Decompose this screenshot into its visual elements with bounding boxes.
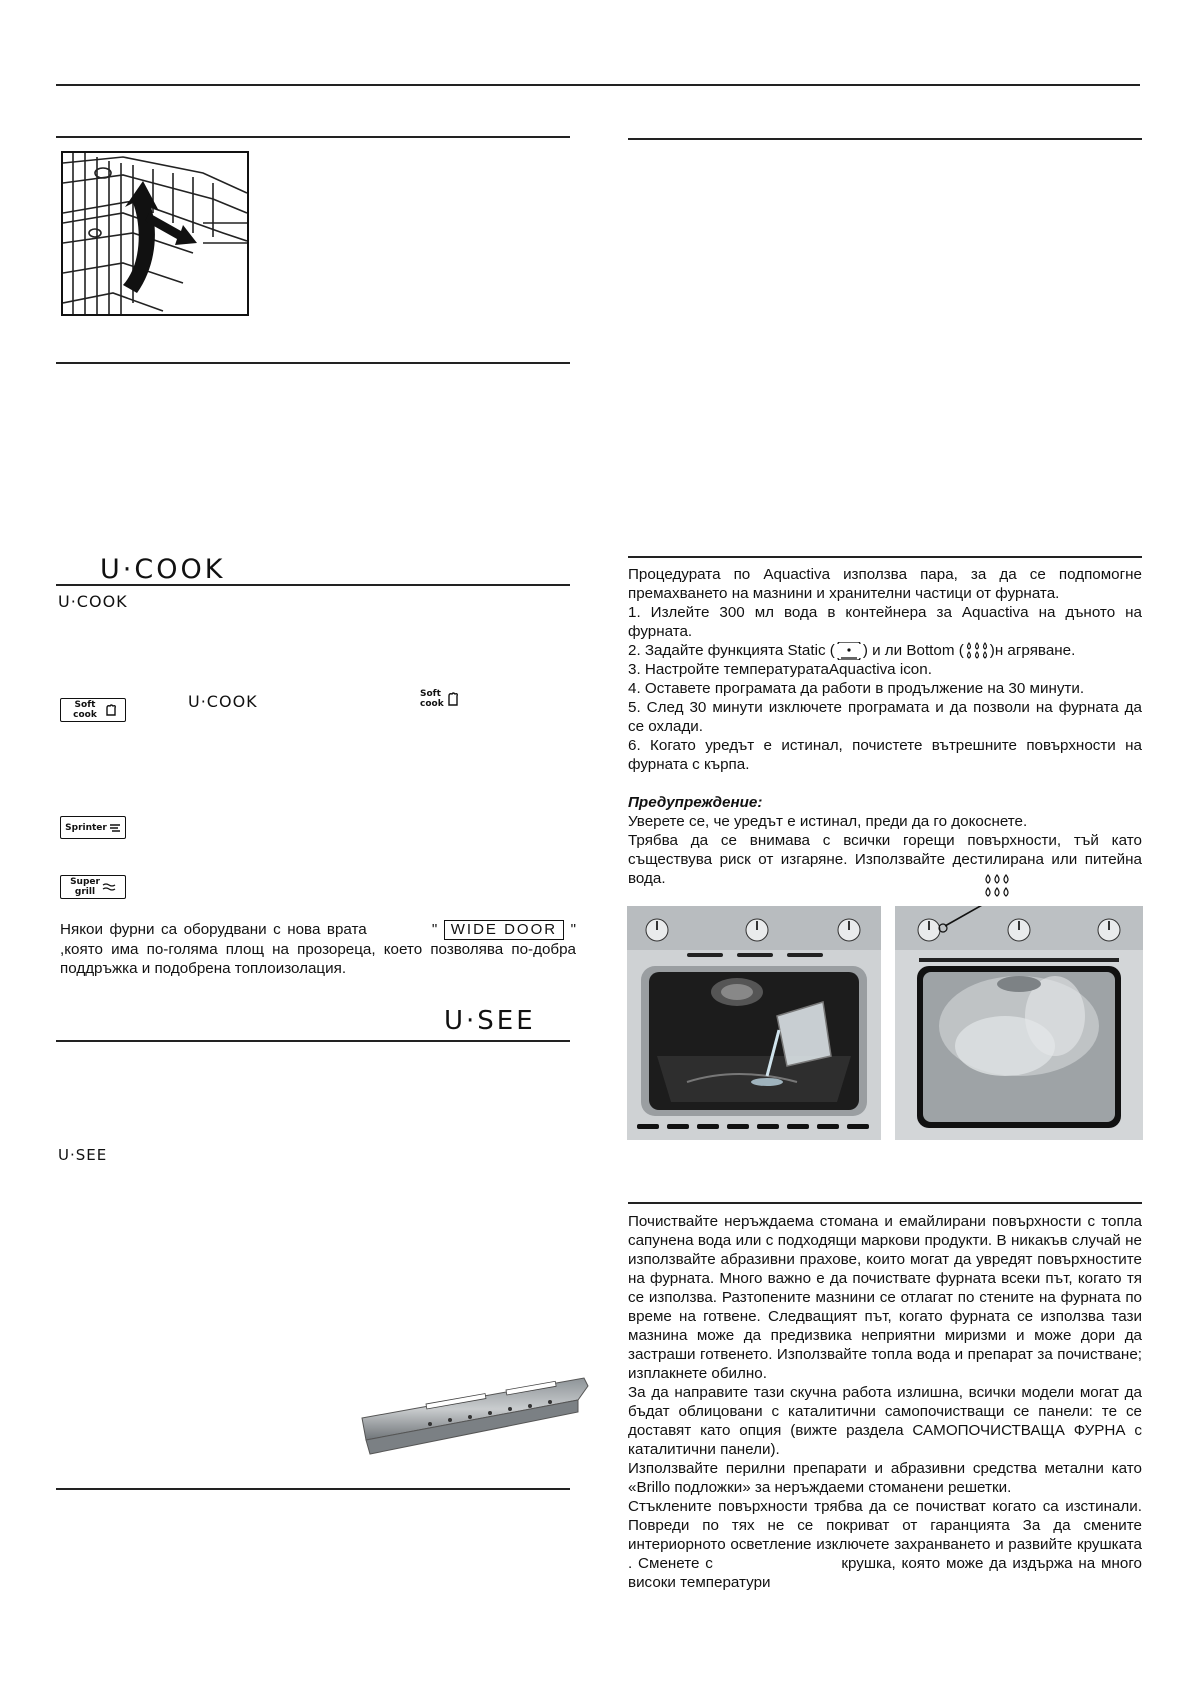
soft-cook-icon: Soft cook (60, 698, 126, 722)
right-section-rule-3 (628, 1202, 1142, 1204)
aquactiva-step-5: 5. След 30 минути изключете програмата и да позволи на фурната да се охлади. (628, 699, 1142, 735)
warning-title: Предупреждение: (628, 794, 763, 811)
aquactiva-intro: Процедурата по Aquactiva използва пара, за да се подпомогне премахването на мазнини и хранителни частици от фурната. (628, 566, 1142, 602)
left-bottom-rule (56, 1488, 570, 1490)
oven-steam-illustration (895, 906, 1143, 1140)
aquactiva-step-4: 4. Оставете програмата да работи в продължение на 30 минути. (628, 680, 1085, 697)
sprinter-icon: Sprinter (60, 816, 126, 839)
usee-logo-small: U·SEE (58, 1146, 108, 1164)
soft-cook-inline-icon: Soft cook (420, 688, 468, 710)
top-rule (56, 84, 1140, 86)
left-section-rule-1 (56, 136, 570, 138)
aquactiva-step-2: 2. Задайте функцията Static ( ) и ли Bottom ( )н агряване. (628, 642, 1076, 659)
static-heating-icon (836, 642, 862, 660)
wide-door-text-before: Някои фурни са оборудвани с нова врата (60, 921, 367, 938)
steel-deflector-illustration (356, 1360, 592, 1456)
right-section-rule-2 (628, 556, 1142, 558)
usee-rule (56, 1040, 570, 1042)
cleaning-paragraph-1: Почиствайте неръждаема стомана и емайлирани повърхности с топла сапунена вода или с подходящи маркови продукти. В никакъв случай не използвайте абразивни прахове, които могат да увредят повърхностите на фурната. Много важно е да почиствате фурната всеки път, когато тя се използва. Разтопените мазнини се отлагат по стените на фурната по време на готвене. Следващият път, когато фурната се използва тази мазнина може да предизвика неприятни миризми и може дори да застраши готвенето. Използвайте топла вода и препарат за почистване; изплакнете обилно. (628, 1213, 1142, 1382)
super-grill-icon: Super grill (60, 875, 126, 899)
aquactiva-drops-callout-icon (982, 874, 1012, 900)
ucook-logo-inline: U·COOK (188, 692, 258, 711)
left-section-rule-2 (56, 362, 570, 364)
usee-logo-large: U·SEE (444, 1006, 536, 1036)
warning-line-1: Уверете се, че уредът е истинал, преди да го докоснете. (628, 813, 1028, 830)
oven-pouring-water-illustration (627, 906, 881, 1140)
wide-door-text-after: ,която има по-голяма площ на прозореца, което позволява по-добра поддръжка и подобрена топлоизолация. (60, 941, 576, 977)
shelf-rack-drawing (63, 153, 247, 314)
aquactiva-section (628, 565, 1142, 888)
wide-door-label: WIDE DOOR (444, 920, 564, 940)
aquactiva-step-1: 1. Излейте 300 мл вода в контейнера за Aquactiva на дъното на фурната. (628, 604, 1142, 640)
right-section-rule-1 (628, 138, 1142, 140)
shelf-removal-illustration (61, 151, 249, 316)
ucook-logo-small: U·COOK (58, 592, 128, 611)
aquactiva-step-3: 3. Настройте температуратаAquactiva icon. (628, 661, 932, 678)
cleaning-paragraph-4: Стъклените повърхности трябва да се почистват когато са изстинали. Повреди по тях не се покриват от гаранцията За да смените интериорното осветление изключете захранването и развийте крушката . Сменете с крушка, която може да издържа на много високи температури (628, 1498, 1142, 1591)
warning-line-2: Трябва да се внимава с всички горещи повърхности, тъй като съществува риск от изгаряне. Използвайте дестилирана или питейна вода. (628, 832, 1142, 887)
cleaning-paragraph-3: Използвайте перилни препарати и абразивни средства метални като «Brillo подложки» за неръждаеми стоманени решетки. (628, 1460, 1142, 1496)
wide-door-paragraph: Някои фурни са оборудвани с нова врата " WIDE DOOR " ,която има по-голяма площ на прозореца, което позволява по-добра поддръжка и подобрена топлоизолация. (60, 921, 576, 977)
ucook-logo-large: U·COOK (100, 554, 226, 585)
cleaning-section (628, 1212, 1142, 1592)
cleaning-paragraph-2: За да направите тази скучна работа излишна, всички модели могат да бъдат облицовани с каталитични самопочистващи се панели: те се доставят като опция (вижте раздела САМОПОЧИСТВАЩА ФУРНА с каталитични панели). (628, 1384, 1142, 1458)
aquactiva-drops-icon (964, 642, 990, 660)
aquactiva-step-6: 6. Когато уредът е истинал, почистете вътрешните повърхности на фурната с кърпа. (628, 737, 1142, 773)
